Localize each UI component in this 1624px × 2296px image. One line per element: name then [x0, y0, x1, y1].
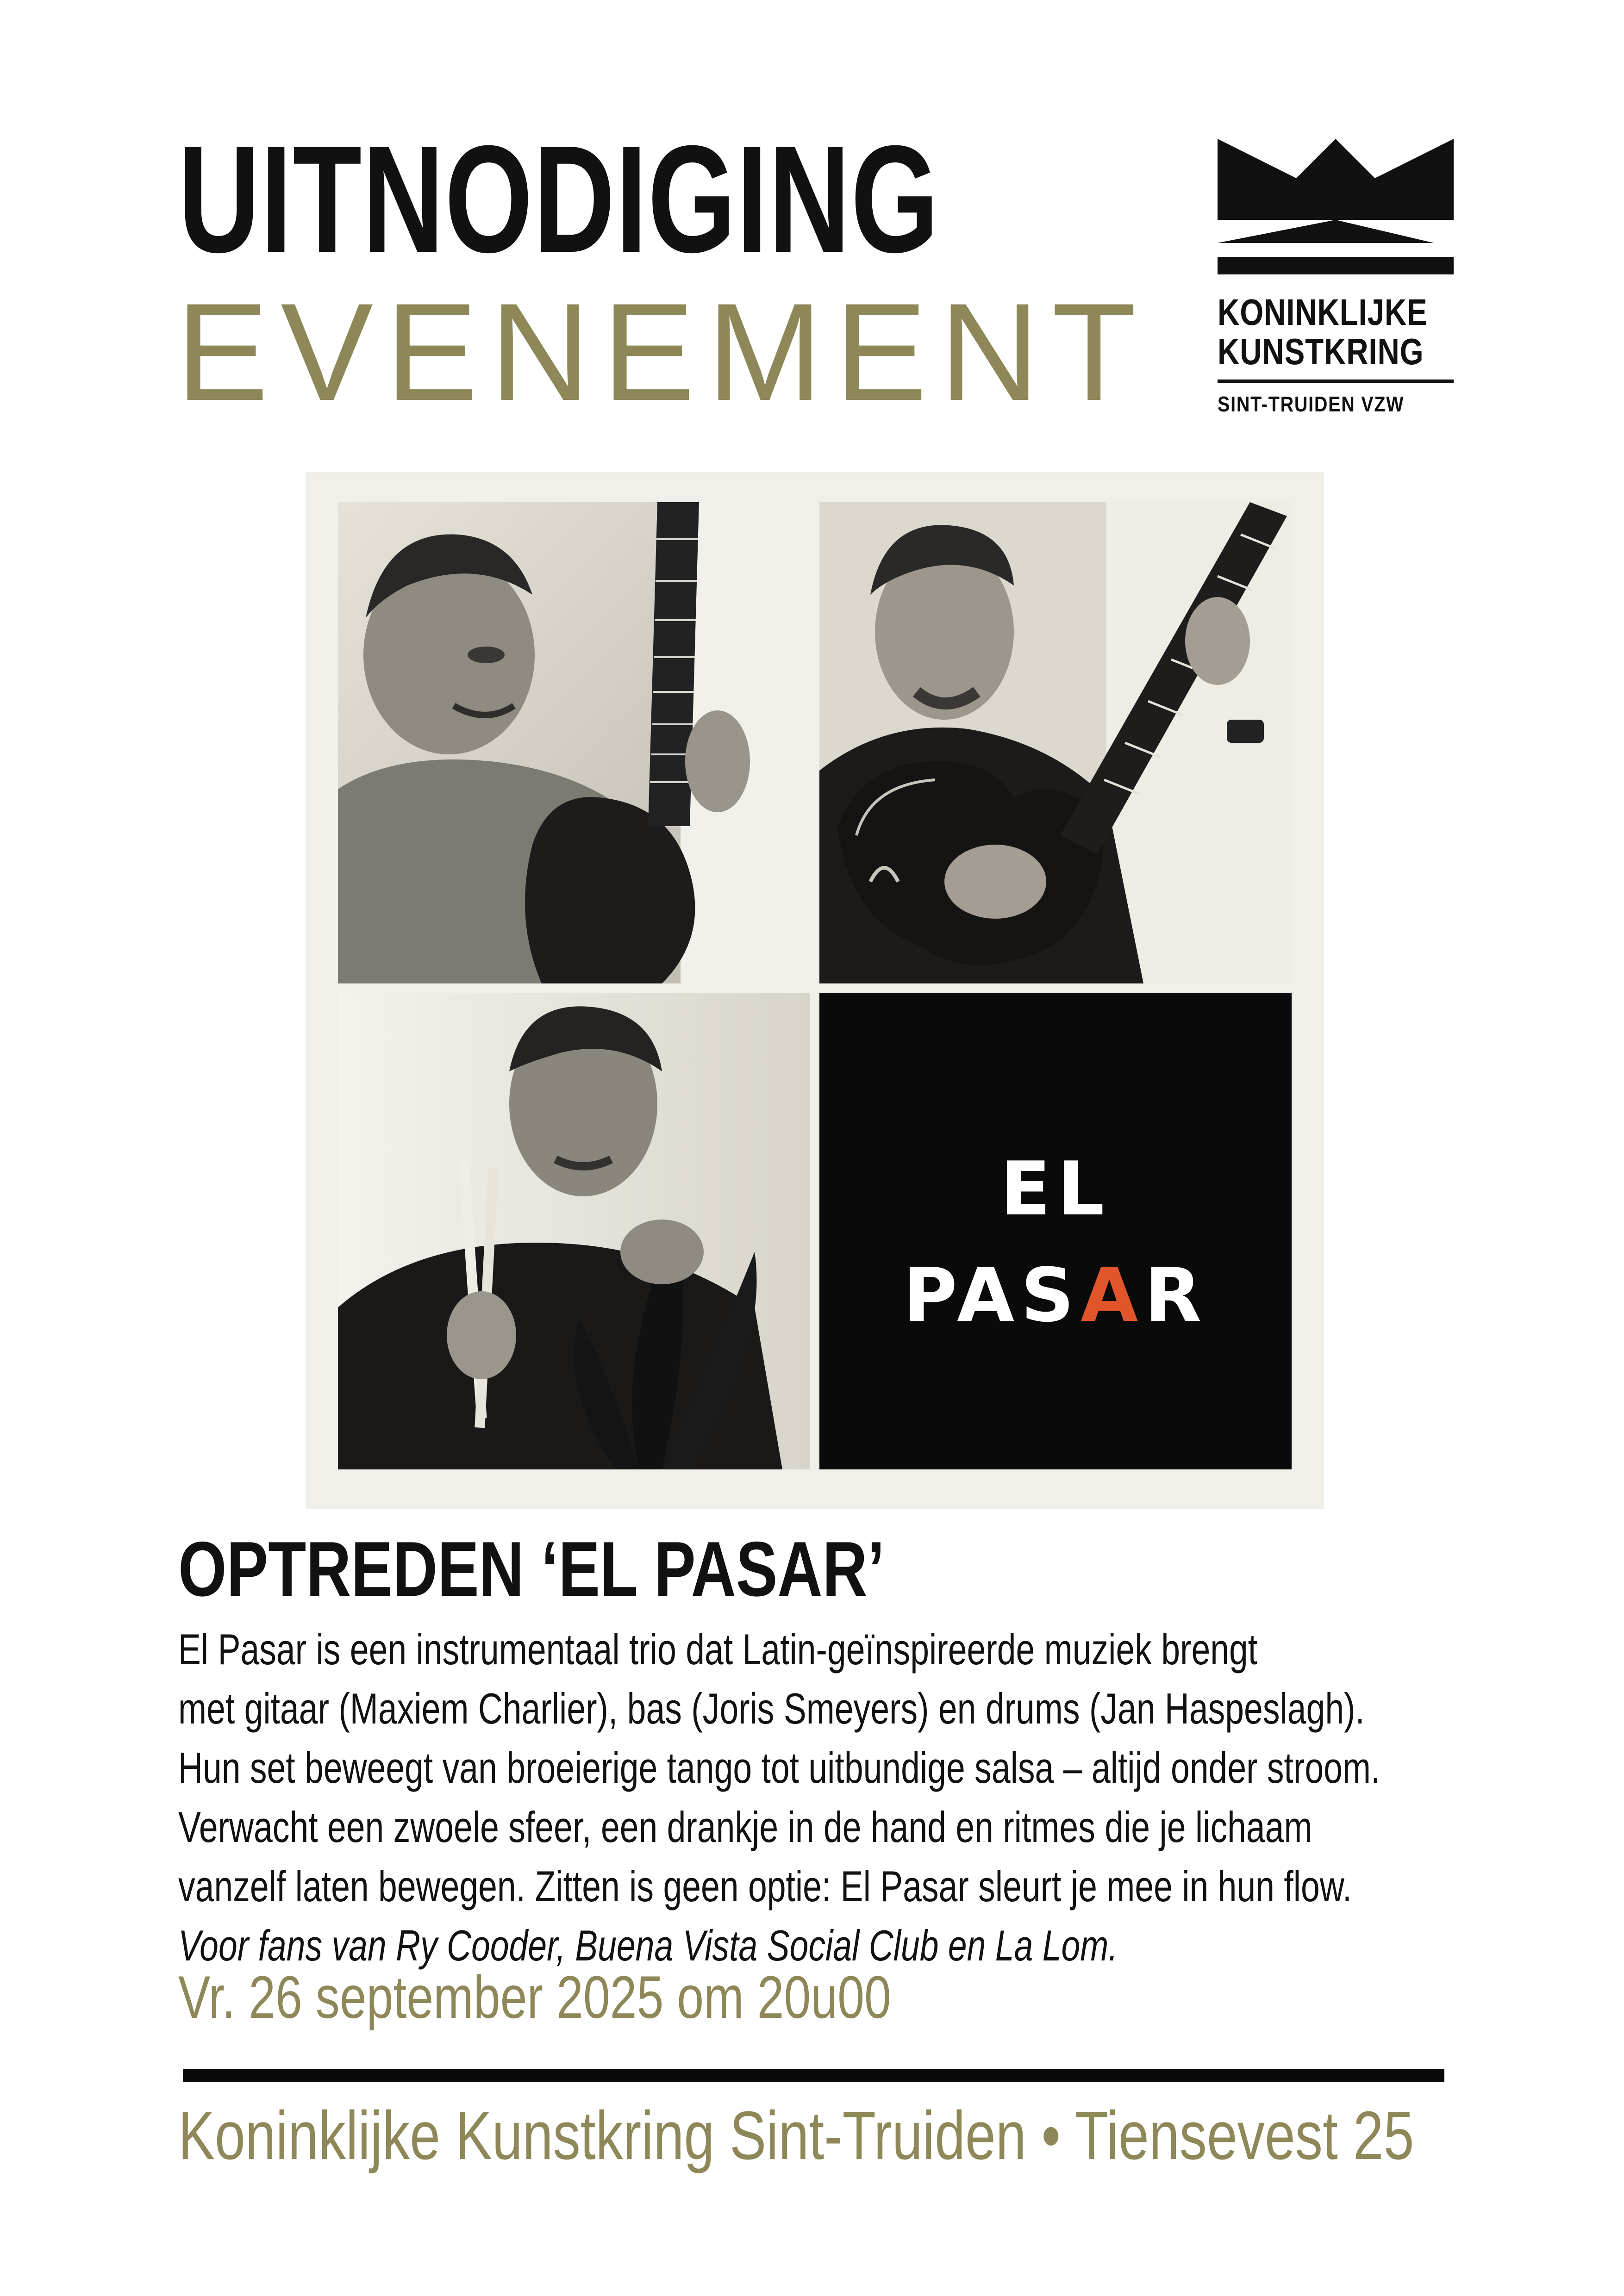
title-uitnodiging: UITNODIGING	[178, 113, 940, 284]
band-name-word-el: EL	[1000, 1145, 1111, 1232]
logo-text-koninklijke: KONINKLIJKE	[1218, 292, 1428, 333]
photo-drummer	[338, 993, 810, 1469]
fans-line: Voor fans van Ry Cooder, Buena Vista Social Club en La Lom.	[178, 1921, 1118, 1970]
description-line: El Pasar is een instrumentaal trio dat Latin-geïnspireerde muziek brengt	[178, 1625, 1258, 1674]
event-date: Vr. 26 september 2025 om 20u00	[178, 1963, 891, 2031]
description-line: vanzelf laten bewegen. Zitten is geen optie: El Pasar sleurt je mee in hun flow.	[178, 1862, 1352, 1910]
band-name-accent-a: A	[1081, 1252, 1145, 1338]
logo-divider	[1218, 380, 1454, 383]
title-evenement: EVENEMENT	[176, 274, 1149, 429]
footer-divider	[183, 2069, 1444, 2082]
footer-location: Koninklijke Kunstkring Sint-Truiden • Tiensevest 25	[178, 2097, 1414, 2174]
band-name-word-pasar	[819, 1252, 1292, 1338]
crown-k-logo-icon	[1218, 139, 1454, 282]
band-name-r: R	[1144, 1252, 1208, 1338]
kunstkring-logo	[1218, 139, 1454, 426]
description-line: Verwacht een zwoele sfeer, een drankje in de hand en ritmes die je lichaam	[178, 1803, 1312, 1851]
event-description	[178, 1620, 1567, 1975]
photo-guitarist	[819, 502, 1292, 983]
photo-bassist	[338, 502, 810, 983]
band-name-pas: PAS	[903, 1252, 1081, 1338]
logo-text-kunstkring: KUNSTKRING	[1218, 331, 1424, 372]
logo-text-sint-truiden: SINT-TRUIDEN VZW	[1218, 392, 1405, 416]
event-title: OPTREDEN ‘EL PASAR’	[178, 1525, 885, 1612]
band-name-panel	[819, 993, 1292, 1469]
description-line: met gitaar (Maxiem Charlier), bas (Joris Smeyers) en drums (Jan Haspeslagh).	[178, 1684, 1365, 1733]
description-line: Hun set beweegt van broeierige tango tot uitbundige salsa – altijd onder stroom.	[178, 1743, 1380, 1792]
band-photo-grid	[338, 502, 1292, 1469]
